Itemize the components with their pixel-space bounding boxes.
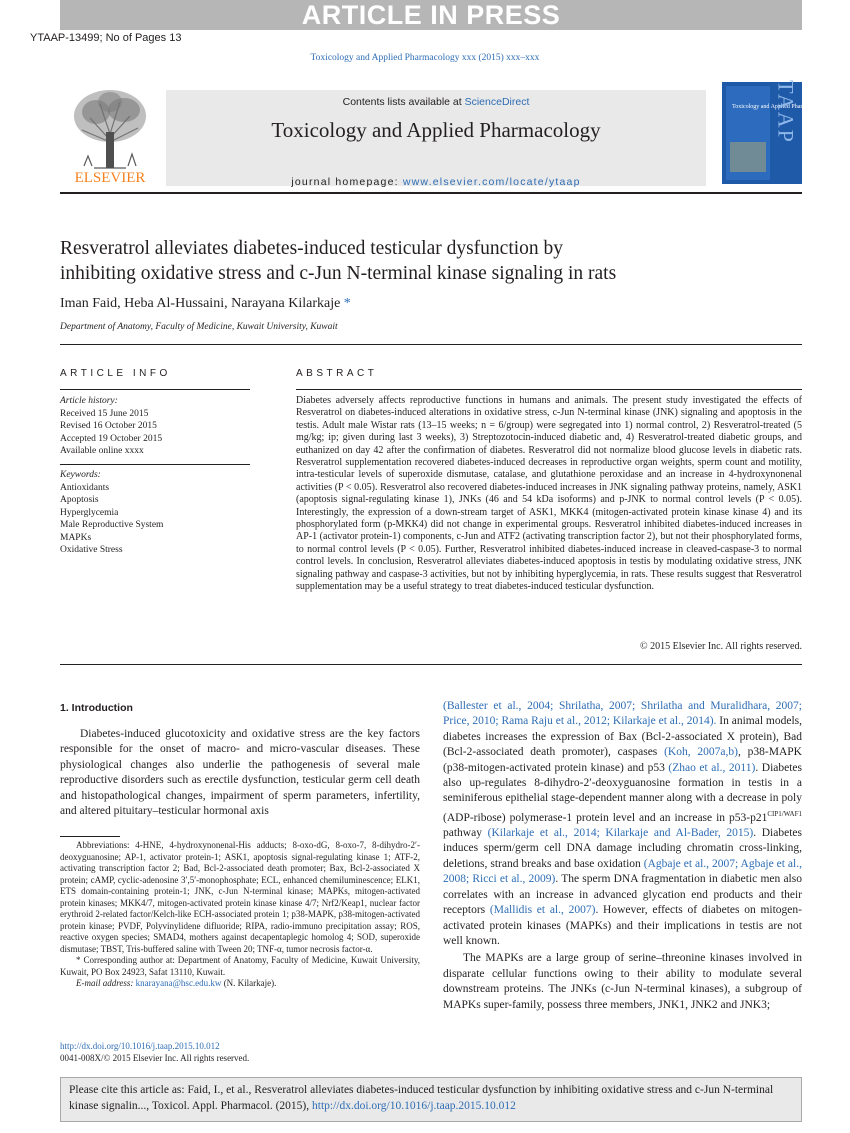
keywords-block [60, 469, 250, 557]
abstract-rule [296, 389, 802, 390]
citation-link[interactable]: (Agbaje et al., 2007; Agbaje et al., 2008; Ricci et al., 2009) [443, 857, 802, 886]
history-received: Received 15 June 2015 [60, 408, 149, 419]
intro-paragraph-1: Diabetes-induced glucotoxicity and oxidative stress are the key factors responsible for the onset of macro- and micro-vascular diseases. These physiological changes also underlie the pathogenesis of several male reproductive disorders such as erectile dysfunction, testicular germ cell death and histopathological changes, impairment of sperm parameters, infertility, and altered pituitary–testicular hormonal axis [60, 728, 420, 818]
elsevier-wordmark: ELSEVIER [74, 170, 146, 186]
email-footnote [60, 978, 420, 990]
sciencedirect-link[interactable]: ScienceDirect [464, 96, 530, 108]
journal-cover-thumbnail [722, 80, 827, 184]
article-title [60, 236, 802, 286]
doi-link[interactable]: http://dx.doi.org/10.1016/j.taap.2015.10.012 [60, 1041, 220, 1051]
manuscript-id: YTAAP-13499; No of Pages 13 [30, 32, 182, 44]
citation-box [60, 1077, 802, 1122]
keywords-label: Keywords: [60, 470, 101, 480]
masthead [60, 80, 827, 188]
affiliation: Department of Anatomy, Faculty of Medicine, Kuwait University, Kuwait [60, 322, 338, 332]
abbreviations-footnote: Abbreviations: 4-HNE, 4-hydroxynonenal-His adducts; 8-oxo-dG, 8-oxo-7, 8-dihydro-2′-deoxyguanosine; AP-1, activator protein-1; ASK1, apoptosis signal-regulating kinase 1; ATF-2, activating transcription factor 2; Bad, Bcl-2-associated death promoter; Bax, Bcl-2-associated X protein; cAMP, cyclic-adenosine 3′,5′-monophosphate; ECL, enhanced chemiluminescence; ELK1, ETS domain-containing protein-1; JNK, c-Jun N-terminal kinase; MAPKs, mitogen-activated protein kinases; MKK4/7, mitogen-activated protein kinase kinase 4/7; Nrf2/Keap1, nuclear factor erythroid 2-related factor/Kelch-like ECH-associated protein 1; p38-MAPK, p38-mitogen-activated protein kinase; PVDF, Polyvinylidene difluoride; RIPA, radio-immuno precipitation assay; ROS, reactive oxygen species; SMAD4, mothers against decapentaplegic homolog 4; SOD, superoxide dismutase; TBST, Tris-buffered saline with Tween 20; TNF-α, tumor necrosis factor-α. [60, 840, 420, 954]
citation-link[interactable]: (Koh, 2007a,b) [664, 746, 738, 759]
citation-link[interactable]: (Kilarkaje et al., 2014; Kilarkaje and Al-Bader, 2015) [487, 827, 754, 840]
citation-doi-link[interactable]: http://dx.doi.org/10.1016/j.taap.2015.10.012 [312, 1100, 516, 1112]
footnotes [60, 840, 420, 990]
abstract-bottom-rule [60, 664, 802, 665]
body-fragment: pathway [443, 827, 488, 840]
history-online: Available online xxxx [60, 446, 144, 456]
history-revised: Revised 16 October 2015 [60, 421, 157, 431]
authors-names: Iman Faid, Heba Al-Hussaini, Narayana Kilarkaje [60, 296, 341, 311]
keyword-item: Male Reproductive System [60, 520, 164, 530]
article-info-rule [60, 389, 250, 390]
cover-journal-title: Toxicology and Applied Pharmacology [732, 104, 827, 110]
abstract-text: Diabetes adversely affects reproductive functions in humans and animals. The present study investigated the effects of Resveratrol on diabetes-induced alterations in oxidative stress, c-Jun N-terminal kinase (JNK) signaling and apoptosis in the testis. Adult male Wistar rats (13–15 weeks; n = 6/group) were segregated into 1) normal control, 2) Resveratrol-treated (5 mg/kg; ip; given during last 3 weeks), 3) Streptozotocin-induced diabetic and, 4) Resveratrol-treated diabetic groups, and euthanized on day 42 after the confirmation of diabetes. Resveratrol did not normalize blood glucose levels in diabetic rats. Resveratrol supplementation recovered diabetes-induced decreases in reproductive organ weights, sperm count and motility, intra-testicular levels of superoxide dismutase, catalase, and glutathione peroxidase and an increase in 4-hydroxynonenal activities (P < 0.05). Resveratrol also recovered diabetes-induced increases in JNK signaling pathway proteins, namely, ASK1 (apoptosis signal-regulating kinase 1), JNKs (46 and 54 kDa isoforms) and p-JNK to normal control levels (P < 0.05). Interestingly, the expression of a down-stream target of ASK1, MKK4 (mitogen-activated protein kinase kinase 4) and its phosphorylated form (p-MKK4) did not change in experimental groups. Resveratrol inhibited diabetes-induced increases in AP-1 (activator protein-1) components, c-Jun and ATF2 (activating transcription factor 2), but not their phosphorylated forms, to normal control levels (P < 0.05). Further, Resveratrol inhibited diabetes-induced increase in cleaved-caspase-3 to normal control levels. In conclusion, Resveratrol alleviates diabetes-induced apoptosis in testis by modulating oxidative stress, JNK signaling pathway and caspase-3 activities, but not by inhibiting hyperglycemia, in rats. These results suggest that Resveratrol supplementation may be a useful strategy to treat diabetes-induced testicular dysfunction. [296, 395, 802, 593]
cover-letters: TAAP [773, 80, 799, 144]
intro-paragraph-2: The MAPKs are a large group of serine–threonine kinases involved in disparate cellular functions owing to their ability to modulate several downstream proteins. The JNKs (c-Jun N-terminal kinases), a subgroup of MAPKs super-family, possess three members, JNK1, JNK2 and JNK3; [443, 952, 802, 1011]
article-title-line-2: inhibiting oxidative stress and c-Jun N-terminal kinase signaling in rats [60, 263, 617, 284]
intro-paragraph-1-continued [443, 699, 802, 949]
email-suffix: (N. Kilarkaje). [221, 978, 277, 988]
title-rule [60, 344, 802, 345]
article-history [60, 395, 250, 458]
contents-available-line [166, 96, 706, 108]
superscript: CIP1/WAF1 [767, 809, 802, 818]
homepage-prefix: journal homepage: [291, 176, 403, 188]
keyword-item: Hyperglycemia [60, 507, 119, 518]
doi-block [60, 1040, 249, 1064]
intro-right-column [443, 699, 802, 1013]
keyword-item: Apoptosis [60, 495, 99, 505]
body-fragment: . Diabetes induces sperm/germ cell DNA damage including chromatin cross-linking, deletions, strand breaks and base oxidation [443, 827, 802, 870]
running-head-link[interactable]: Toxicology and Applied Pharmacology xxx (2015) xxx–xxx [310, 53, 540, 63]
article-info-heading: ARTICLE INFO [60, 368, 171, 379]
body-fragment: , p38-MAPK (p38-mitogen-activated protein kinase) and p53 [443, 746, 802, 774]
issn-line: 0041-008X/© 2015 Elsevier Inc. All rights reserved. [60, 1053, 250, 1063]
citation-link[interactable]: (Zhao et al., 2011) [668, 761, 756, 774]
author-email-link[interactable]: knarayana@hsc.edu.kw [135, 978, 222, 988]
abstract-heading: ABSTRACT [296, 368, 378, 379]
footnote-rule [60, 836, 120, 837]
keyword-item: Oxidative Stress [60, 545, 123, 555]
elsevier-tree-logo [60, 82, 160, 186]
keyword-item: Antioxidants [60, 482, 110, 493]
abstract-copyright: © 2015 Elsevier Inc. All rights reserved. [639, 641, 802, 652]
journal-homepage-line [166, 176, 706, 188]
journal-title-box [166, 90, 706, 186]
article-in-press-banner: ARTICLE IN PRESS [60, 0, 802, 30]
citation-text: Please cite this article as: Faid, I., et al., Resveratrol alleviates diabetes-induced testicular dysfunction by inhibiting oxidative stress and c-Jun N-terminal kinase signalin..., Toxicol. Appl. Pharmacol. (2015), [69, 1084, 774, 1112]
body-fragment: . Diabetes also up-regulates 8-dihydro-2′-deoxyguanosine formation in testis in a seminiferous epithelial stage-dependent manner along with a decrease in poly (ADP-ribose) polymerase-1 protein level and an increase in p53-p21 [443, 761, 803, 824]
history-accepted: Accepted 19 October 2015 [60, 433, 163, 444]
article-title-line-1: Resveratrol alleviates diabetes-induced testicular dysfunction by [60, 238, 564, 259]
email-label: E-mail address: [76, 978, 136, 988]
author-list [60, 296, 351, 312]
contents-prefix: Contents lists available at [342, 96, 465, 108]
journal-homepage-link[interactable]: www.elsevier.com/locate/ytaap [402, 176, 581, 188]
body-fragment: In animal models, diabetes increases the expression of Bax (Bcl-2-associated X protein), Bad (Bcl-2-associated death promoter), caspases [443, 715, 803, 759]
keyword-item: MAPKs [60, 532, 92, 543]
corresponding-author-mark[interactable]: * [340, 296, 351, 311]
body-fragment: . However, effects of diabetes on mitogen-activated protein kinases (MAPKs) and their implications in testis are not well known. [443, 904, 802, 947]
body-fragment: . The sperm DNA fragmentation in diabetic men also correlates with an increase in advanced glycation end products and their receptors [443, 873, 802, 917]
corresponding-author-footnote: * Corresponding author at: Department of Anatomy, Faculty of Medicine, Kuwait University, Kuwait, PO Box 24923, Safat 13110, Kuwait. [60, 955, 420, 977]
journal-name: Toxicology and Applied Pharmacology [271, 118, 601, 142]
history-label: Article history: [60, 396, 118, 406]
citation-link[interactable]: (Ballester et al., 2004; Shrilatha, 2007; Shrilatha and Muralidhara, 2007; Price, 2010; Rama Raju et al., 2012; Kilarkaje et al., 2014). [443, 700, 802, 728]
introduction-heading: 1. Introduction [60, 702, 133, 714]
intro-left-column [60, 727, 420, 819]
citation-link[interactable]: (Mallidis et al., 2007) [489, 904, 596, 917]
masthead-rule [60, 192, 802, 194]
keywords-rule [60, 464, 250, 465]
